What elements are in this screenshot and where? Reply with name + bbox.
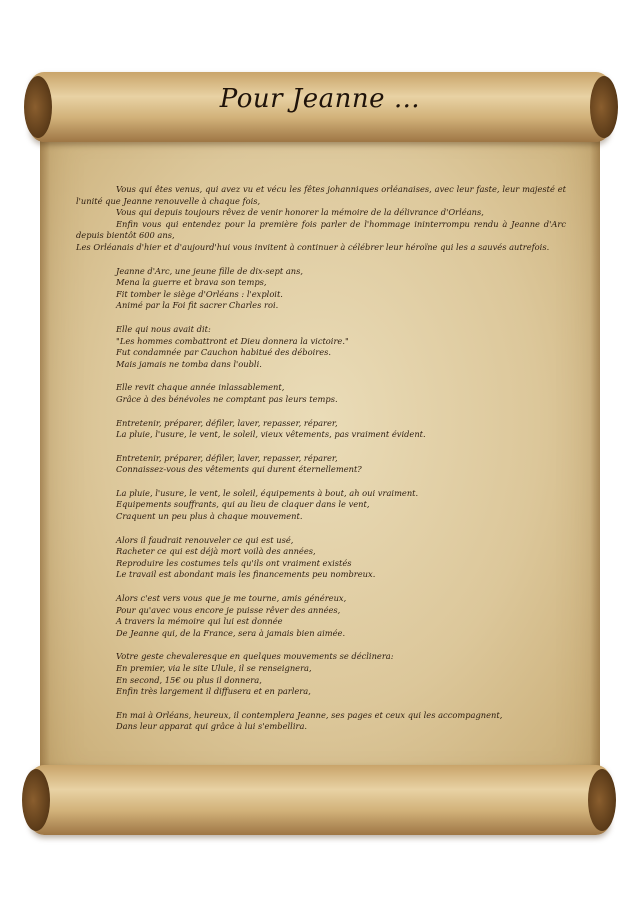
roll-end-right-bottom	[588, 769, 616, 831]
verse-line: En premier, via le site Ulule, il se renseignera,	[116, 663, 312, 673]
verse-line: Craquent un peu plus à chaque mouvement.	[116, 511, 303, 522]
verse-line: Alors c'est vers vous que je me tourne, amis généreux,	[116, 593, 347, 604]
verse-line: Jeanne d'Arc, une jeune fille de dix-sept ans,	[116, 265, 304, 276]
intro-line: Vous qui êtes venus, qui avez vu et vécu les fêtes johanniques orléanaises, avec leur faste, leur majesté et l'unité que Jeanne renouvelle à chaque fois,	[76, 184, 566, 206]
intro-line: Enfin vous qui entendez pour la première fois parler de l'hommage ininterrompu rendu à Jeanne d'Arc depuis bientôt 600 ans,	[76, 218, 566, 241]
verse-line: Connaissez-vous des vêtements qui durent éternellement?	[116, 464, 362, 475]
stanza	[116, 651, 566, 697]
scroll-roll-bottom	[30, 765, 610, 835]
stanza	[116, 324, 566, 370]
verse-line: Equipements souffrants, qui au lieu de claquer dans le vent,	[116, 499, 370, 510]
roll-end-left-bottom	[22, 769, 50, 831]
stanza	[116, 710, 566, 733]
stanzas	[116, 266, 566, 733]
verse-line: Mena la guerre et brava son temps,	[116, 277, 267, 288]
stanza	[116, 488, 566, 523]
verse-line: Le travail est abondant mais les financements peu nombreux.	[116, 569, 376, 580]
verse-line: Elle qui nous avait dit:	[116, 323, 211, 334]
verse-line: Entretenir, préparer, défiler, laver, repasser, réparer,	[116, 417, 338, 428]
verse-line: Grâce à des bénévoles ne comptant pas leurs temps.	[116, 393, 338, 404]
poem-body	[76, 184, 566, 745]
verse-line: Entretenir, préparer, défiler, laver, repasser, réparer,	[116, 452, 338, 463]
stanza	[116, 418, 566, 441]
verse-line: "Les hommes combattront et Dieu donnera la victoire."	[116, 335, 349, 346]
stanza	[116, 535, 566, 581]
stanza	[116, 266, 566, 312]
verse-line: Alors il faudrait renouveler ce qui est usé,	[116, 534, 294, 545]
verse-line: Enfin très largement il diffusera et en parlera,	[116, 686, 311, 697]
verse-line: Reproduire les costumes tels qu'ils ont vraiment existés	[116, 557, 352, 568]
verse-line: Animé par la Foi fit sacrer Charles roi.	[116, 300, 279, 311]
stanza	[116, 382, 566, 405]
verse-line: La pluie, l'usure, le vent, le soleil, vieux vêtements, pas vraiment évident.	[116, 429, 426, 440]
verse-line: Mais jamais ne tomba dans l'oubli.	[116, 358, 262, 369]
verse-line: Racheter ce qui est déjà mort voilà des années,	[116, 546, 316, 557]
intro-paragraph	[76, 184, 566, 254]
verse-line: Pour qu'avec vous encore je puisse rêver des années,	[116, 604, 341, 615]
verse-line: Votre geste chevaleresque en quelques mouvements se déclinera:	[116, 651, 394, 662]
verse-line: En second, 15€ ou plus il donnera,	[116, 674, 262, 685]
stanza	[116, 593, 566, 639]
verse-line: La pluie, l'usure, le vent, le soleil, équipements à bout, ah oui vraiment.	[116, 487, 419, 498]
verse-line: A travers la mémoire qui lui est donnée	[116, 616, 283, 627]
stanza	[116, 453, 566, 476]
verse-line: Fut condamnée par Cauchon habitué des déboires.	[116, 347, 331, 358]
intro-line: Les Orléanais d'hier et d'aujourd'hui vous invitent à continuer à célébrer leur héroïne qui les a sauvés autrefois.	[76, 241, 550, 252]
verse-line: Fit tomber le siège d'Orléans : l'exploit.	[116, 288, 283, 299]
verse-line: Elle revit chaque année inlassablement,	[116, 382, 285, 393]
poem-title: Pour Jeanne …	[219, 84, 421, 114]
verse-line: Dans leur apparat qui grâce à lui s'embellira.	[116, 721, 308, 732]
verse-line: En mai à Orléans, heureux, il contemplera Jeanne, ses pages et ceux qui les accompagnent,	[116, 709, 503, 720]
intro-line: Vous qui depuis toujours rêvez de venir honorer la mémoire de la délivrance d'Orléans,	[116, 207, 484, 218]
verse-line: De Jeanne qui, de la France, sera à jamais bien aimée.	[116, 627, 346, 638]
